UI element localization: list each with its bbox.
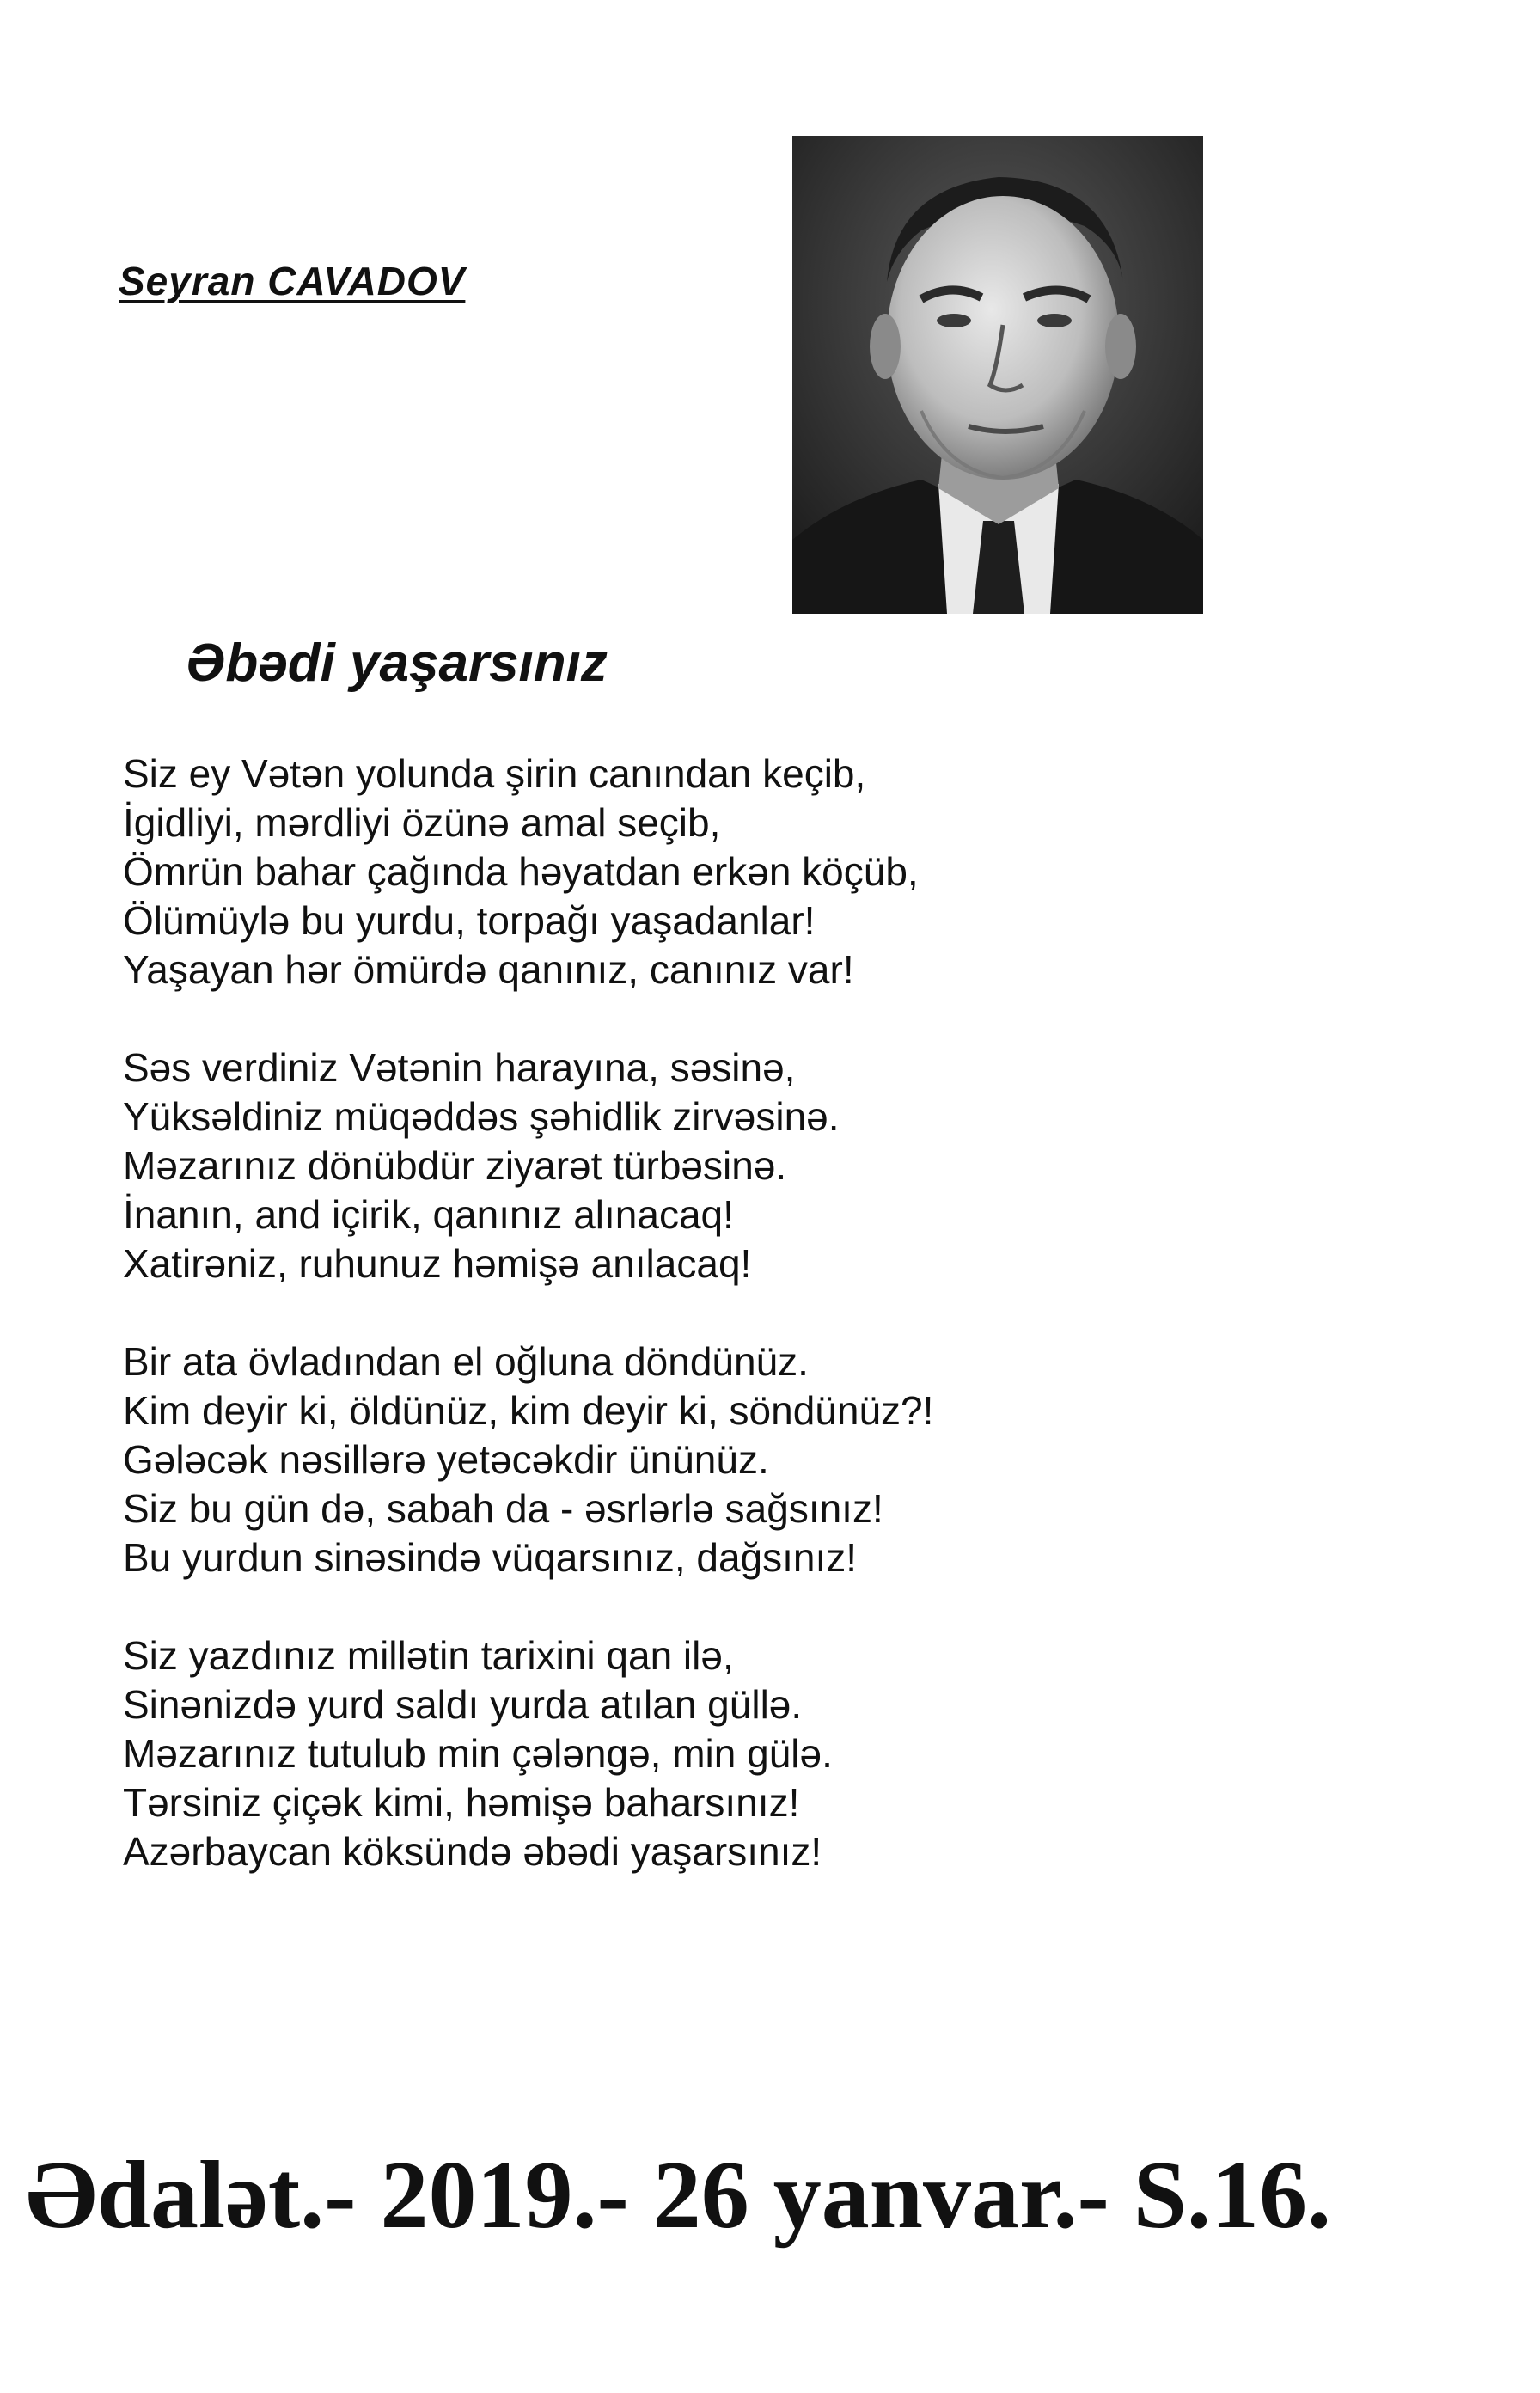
poem-line: Siz ey Vətən yolunda şirin canından keçib, bbox=[123, 751, 866, 796]
poem-line: Məzarınız tutulub min çələngə, min gülə. bbox=[123, 1731, 833, 1776]
poem-stanza-2 bbox=[123, 1043, 1206, 1288]
poem-line: Siz yazdınız millətin tarixini qan ilə, bbox=[123, 1633, 734, 1678]
source-citation: Ədalət.- 2019.- 26 yanvar.- S.16. bbox=[26, 2142, 1332, 2249]
poem-line: Gələcək nəsillərə yetəcəkdir ününüz. bbox=[123, 1437, 769, 1482]
poem-line: Ömrün bahar çağında həyatdan erkən köçüb, bbox=[123, 849, 919, 894]
poem-line: Məzarınız dönübdür ziyarət türbəsinə. bbox=[123, 1143, 787, 1188]
portrait-image bbox=[792, 136, 1203, 614]
poem-line: Xatirəniz, ruhunuz həmişə anılacaq! bbox=[123, 1241, 752, 1286]
author-name: Seyran CAVADOV bbox=[119, 259, 466, 303]
poem-line: İnanın, and içirik, qanınız alınacaq! bbox=[123, 1192, 734, 1237]
poem-line: Bir ata övladından el oğluna döndünüz. bbox=[123, 1339, 809, 1384]
poem-line: Tərsiniz çiçək kimi, həmişə baharsınız! bbox=[123, 1780, 800, 1825]
author-portrait-photo bbox=[792, 136, 1203, 614]
poem-stanza-4 bbox=[123, 1631, 1206, 1876]
poem-line: Bu yurdun sinəsində vüqarsınız, dağsınız! bbox=[123, 1535, 858, 1580]
poem-line: Səs verdiniz Vətənin harayına, səsinə, bbox=[123, 1045, 796, 1090]
poem-line: Yüksəldiniz müqəddəs şəhidlik zirvəsinə. bbox=[123, 1094, 840, 1139]
poem-line: Azərbaycan köksündə əbədi yaşarsınız! bbox=[123, 1829, 822, 1874]
poem-line: Kim deyir ki, öldünüz, kim deyir ki, söndünüz?! bbox=[123, 1388, 934, 1433]
poem-line: Ölümüylə bu yurdu, torpağı yaşadanlar! bbox=[123, 898, 816, 943]
poem-body bbox=[123, 750, 1206, 1876]
poem-line: Yaşayan hər ömürdə qanınız, canınız var! bbox=[123, 947, 854, 992]
poem-line: Siz bu gün də, sabah da - əsrlərlə sağsınız! bbox=[123, 1486, 883, 1531]
poem-stanza-3 bbox=[123, 1337, 1206, 1582]
poem-title: Əbədi yaşarsınız bbox=[186, 633, 608, 693]
poem-line: İgidliyi, mərdliyi özünə amal seçib, bbox=[123, 800, 721, 845]
poem-stanza-1 bbox=[123, 750, 1206, 995]
poem-line: Sinənizdə yurd saldı yurda atılan güllə. bbox=[123, 1682, 803, 1727]
